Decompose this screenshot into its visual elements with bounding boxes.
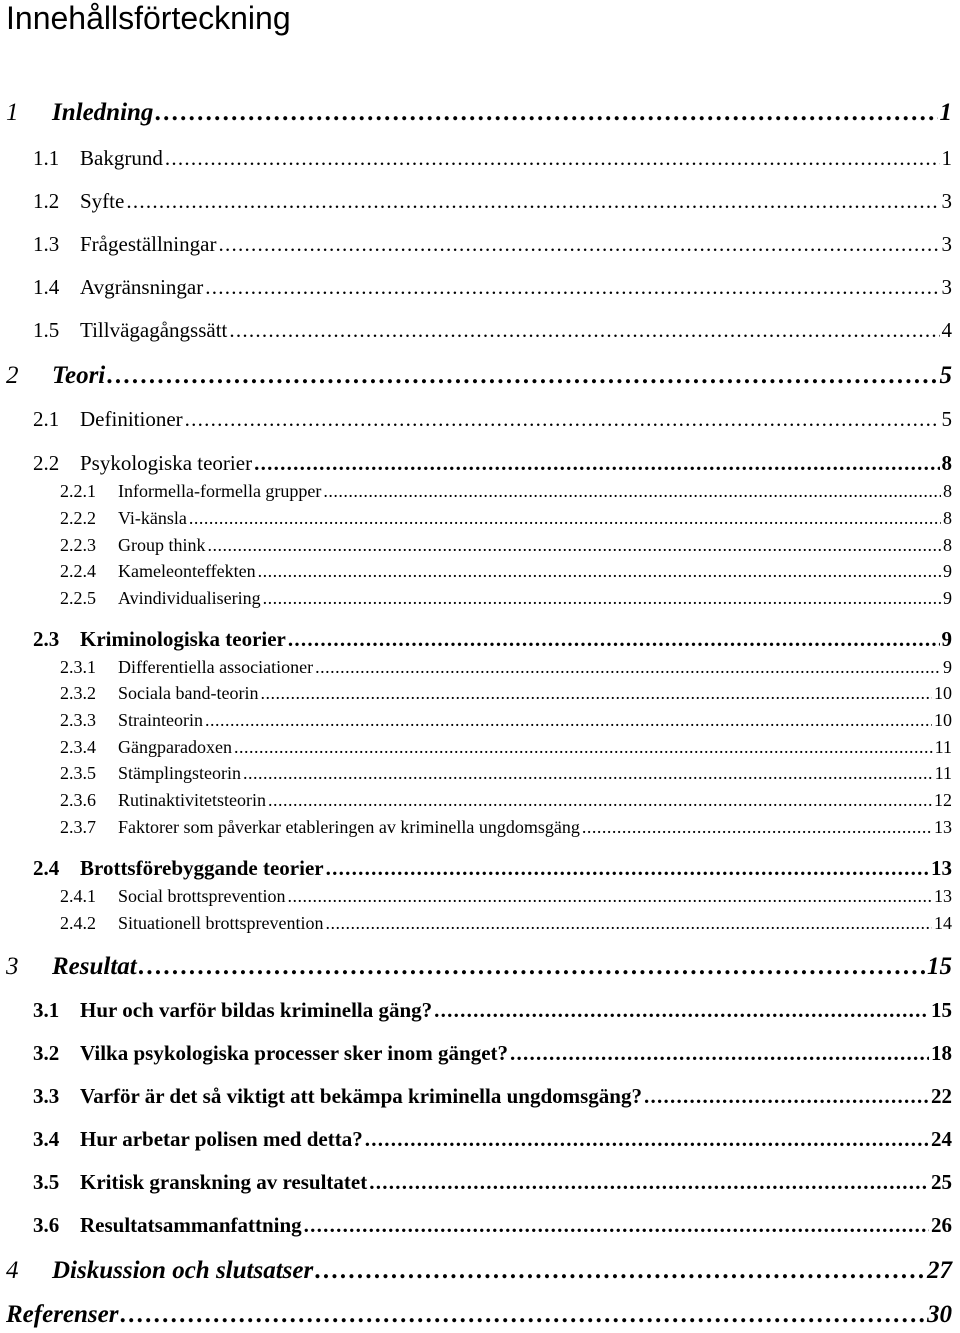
toc-entry-page: 25 xyxy=(931,1170,952,1194)
toc-entry-title: Kriminologiska teorier xyxy=(80,627,286,651)
toc-entry-1[interactable] xyxy=(0,99,952,127)
toc-entry-number: 2.3.2 xyxy=(60,683,96,703)
toc-entry-title: Tillvägagångssätt xyxy=(80,318,228,342)
toc-entry-page: 14 xyxy=(934,913,952,933)
toc-entry-number: 2.2.1 xyxy=(60,481,96,501)
toc-entry-number: 3.4 xyxy=(33,1127,60,1151)
toc-dot-leader xyxy=(582,817,932,838)
toc-entry-2-3-5[interactable] xyxy=(0,763,952,784)
toc-dot-leader xyxy=(644,1084,929,1109)
toc-entry-number: 2.2.3 xyxy=(60,535,96,555)
toc-entry-page: 8 xyxy=(943,535,952,555)
toc-entry-1-5[interactable] xyxy=(0,318,952,343)
toc-dot-leader xyxy=(263,588,941,609)
toc-entry-page: 9 xyxy=(943,561,952,581)
toc-dot-leader xyxy=(258,561,941,582)
toc-entry-number: 2.3.6 xyxy=(60,790,96,810)
toc-entry-page: 9 xyxy=(943,588,952,608)
toc-entry-page: 1 xyxy=(941,146,952,170)
toc-dot-leader xyxy=(325,913,932,934)
toc-entry-title: Group think xyxy=(118,535,206,555)
toc-entry-number: 2.3.5 xyxy=(60,763,96,783)
toc-entry-number: 1.5 xyxy=(33,318,60,342)
toc-entry-2-3-1[interactable] xyxy=(0,657,952,678)
toc-entry-3-1[interactable] xyxy=(0,998,952,1023)
toc-entry-number: 1.1 xyxy=(33,146,60,170)
toc-entry-2-2-2[interactable] xyxy=(0,508,952,529)
toc-entry-title: Resultatsammanfattning xyxy=(80,1213,302,1237)
toc-dot-leader xyxy=(254,451,939,476)
toc-dot-leader xyxy=(288,627,940,652)
toc-entry-title: Faktorer som påverkar etableringen av kriminella ungdomsgäng xyxy=(118,817,580,837)
toc-entry-title: Referenser xyxy=(6,1301,119,1328)
toc-entry-3[interactable] xyxy=(0,953,952,981)
toc-entry-number: 3.1 xyxy=(33,998,60,1022)
toc-entry-page: 3 xyxy=(941,275,952,299)
toc-entry-number: 2.4.1 xyxy=(60,886,96,906)
toc-dot-leader xyxy=(205,275,939,300)
toc-entry-2-3-7[interactable] xyxy=(0,817,952,838)
toc-entry-title: Teori xyxy=(52,362,106,389)
toc-entry-title: Vilka psykologiska processer sker inom gänget? xyxy=(80,1041,509,1065)
toc-dot-leader xyxy=(260,683,932,704)
toc-entry-number: 1.3 xyxy=(33,232,60,256)
toc-entry-number: 3.3 xyxy=(33,1084,60,1108)
toc-entry-number: 1.4 xyxy=(33,275,60,299)
toc-entry-1-1[interactable] xyxy=(0,146,952,171)
toc-dot-leader xyxy=(189,508,941,529)
toc-dot-leader xyxy=(126,189,939,214)
toc-entry-number: 2.4 xyxy=(33,856,60,880)
toc-entry-page: 8 xyxy=(941,451,952,475)
toc-entry-page: 24 xyxy=(931,1127,952,1151)
toc-heading: Innehållsförteckning xyxy=(6,0,291,36)
toc-entry-2-3-2[interactable] xyxy=(0,683,952,704)
toc-entry-1-3[interactable] xyxy=(0,232,952,257)
toc-entry-number: 3.6 xyxy=(33,1213,60,1237)
toc-dot-leader xyxy=(234,737,933,758)
toc-entry-2-4-2[interactable] xyxy=(0,913,952,934)
toc-entry-number: 1.2 xyxy=(33,189,60,213)
toc-entry-title: Stämplingsteorin xyxy=(118,763,241,783)
toc-entry-2-3-4[interactable] xyxy=(0,737,952,758)
toc-entry-page: 5 xyxy=(941,407,952,431)
toc-entry-title: Brottsförebyggande teorier xyxy=(80,856,324,880)
toc-entry-title: Avindividualisering xyxy=(118,588,261,608)
toc-dot-leader xyxy=(208,535,942,556)
toc-entry-title: Resultat xyxy=(52,953,137,980)
toc-dot-leader xyxy=(326,856,929,881)
toc-dot-leader xyxy=(315,657,941,678)
toc-dot-leader xyxy=(229,318,939,343)
toc-entry-number: 2.3 xyxy=(33,627,60,651)
toc-dot-leader xyxy=(369,1170,929,1195)
toc-entry-2-1[interactable] xyxy=(0,407,952,432)
toc-entry-number: 3.2 xyxy=(33,1041,60,1065)
toc-entry-4[interactable] xyxy=(0,1257,952,1285)
toc-entry-page: 13 xyxy=(934,817,952,837)
toc-entry-title: Differentiella associationer xyxy=(118,657,314,677)
toc-entry-title: Hur och varför bildas kriminella gäng? xyxy=(80,998,433,1022)
toc-entry-page: 11 xyxy=(934,763,952,783)
toc-entry-2-2[interactable] xyxy=(0,451,952,476)
toc-entry-3-6[interactable] xyxy=(0,1213,952,1238)
toc-entry-2-2-4[interactable] xyxy=(0,561,952,582)
toc-entry-page: 9 xyxy=(941,627,952,651)
toc-entry-title: Kameleonteffekten xyxy=(118,561,256,581)
toc-entry-number: 2.2.4 xyxy=(60,561,96,581)
toc-entry-page: 4 xyxy=(941,318,952,342)
toc-entry-page: 1 xyxy=(939,99,952,126)
toc-entry-page: 3 xyxy=(941,232,952,256)
toc-entry-number: 2.4.2 xyxy=(60,913,96,933)
toc-entry-title: Diskussion och slutsatser xyxy=(52,1257,314,1284)
toc-dot-leader xyxy=(218,232,939,257)
toc-entry-title: Situationell brottsprevention xyxy=(118,913,324,933)
toc-entry-3-5[interactable] xyxy=(0,1170,952,1195)
toc-dot-leader xyxy=(155,99,937,127)
toc-entry-number: 2.3.4 xyxy=(60,737,96,757)
toc-entry-number: 2.3.3 xyxy=(60,710,96,730)
toc-entry-number: 2.3.7 xyxy=(60,817,96,837)
toc-entry-title: Bakgrund xyxy=(80,146,163,170)
toc-entry-title: Hur arbetar polisen med detta? xyxy=(80,1127,363,1151)
toc-entry-page: 10 xyxy=(934,683,952,703)
toc-entry-number: 2.2.2 xyxy=(60,508,96,528)
toc-entry-page: 9 xyxy=(943,657,952,677)
toc-entry-title: Psykologiska teorier xyxy=(80,451,253,475)
toc-entry-page: 5 xyxy=(939,362,952,389)
toc-dot-leader xyxy=(287,886,932,907)
toc-entry-number: 2 xyxy=(6,362,19,389)
toc-dot-leader xyxy=(120,1301,925,1329)
toc-dot-leader xyxy=(323,481,941,502)
toc-entry-2-4[interactable] xyxy=(0,856,952,881)
toc-entry-number: 1 xyxy=(6,99,19,126)
toc-entry-title: Syfte xyxy=(80,189,125,213)
toc-entry-2-3-3[interactable] xyxy=(0,710,952,731)
toc-dot-leader xyxy=(139,953,925,981)
toc-entry-1-4[interactable] xyxy=(0,275,952,300)
toc-dot-leader xyxy=(205,710,932,731)
toc-entry-page: 8 xyxy=(943,481,952,501)
toc-entry-page: 15 xyxy=(931,998,952,1022)
toc-entry-title: Frågeställningar xyxy=(80,232,217,256)
toc-entry-page: 12 xyxy=(934,790,952,810)
toc-dot-leader xyxy=(510,1041,929,1066)
toc-entry-page: 26 xyxy=(931,1213,952,1237)
toc-entry-page: 30 xyxy=(927,1301,952,1328)
toc-entry-page: 8 xyxy=(943,508,952,528)
toc-entry-2-2-5[interactable] xyxy=(0,588,952,609)
toc-entry-page: 15 xyxy=(927,953,952,980)
toc-dot-leader xyxy=(434,998,929,1023)
toc-entry-2-3[interactable] xyxy=(0,627,952,652)
toc-entry-3-3[interactable] xyxy=(0,1084,952,1109)
toc-entry-title: Social brottsprevention xyxy=(118,886,286,906)
toc-dot-leader xyxy=(304,1213,929,1238)
toc-entry-number: 3.5 xyxy=(33,1170,60,1194)
toc-entry-title: Informella-formella grupper xyxy=(118,481,322,501)
toc-entry-number: 2.2 xyxy=(33,451,60,475)
toc-entry-title: Vi-känsla xyxy=(118,508,187,528)
toc-entry-page: 18 xyxy=(931,1041,952,1065)
toc-entry-title: Kritisk granskning av resultatet xyxy=(80,1170,368,1194)
toc-entry-2-2-3[interactable] xyxy=(0,535,952,556)
toc-dot-leader xyxy=(315,1257,925,1285)
toc-entry-number: 3 xyxy=(6,953,19,980)
toc-entry-1-2[interactable] xyxy=(0,189,952,214)
toc-dot-leader xyxy=(365,1127,929,1152)
toc-entry-number: 2.2.5 xyxy=(60,588,96,608)
toc-entry-title: Inledning xyxy=(52,99,154,126)
toc-entry-3-4[interactable] xyxy=(0,1127,952,1152)
toc-entry-2[interactable] xyxy=(0,362,952,390)
toc-entry-number: 2.3.1 xyxy=(60,657,96,677)
toc-entry-title: Strainteorin xyxy=(118,710,203,730)
toc-dot-leader xyxy=(243,763,933,784)
toc-entry-number: 4 xyxy=(6,1257,19,1284)
toc-entry-page: 3 xyxy=(941,189,952,213)
toc-dot-leader xyxy=(107,362,937,390)
toc-entry-page: 13 xyxy=(934,886,952,906)
toc-entry-page: 10 xyxy=(934,710,952,730)
toc-entry-2-4-1[interactable] xyxy=(0,886,952,907)
toc-entry-referenser[interactable] xyxy=(0,1301,952,1329)
toc-entry-title: Rutinaktivitetsteorin xyxy=(118,790,266,810)
toc-entry-page: 27 xyxy=(927,1257,952,1284)
toc-entry-title: Sociala band-teorin xyxy=(118,683,259,703)
toc-entry-page: 22 xyxy=(931,1084,952,1108)
toc-dot-leader xyxy=(185,407,940,432)
toc-entry-title: Definitioner xyxy=(80,407,183,431)
toc-entry-title: Gängparadoxen xyxy=(118,737,232,757)
toc-dot-leader xyxy=(268,790,932,811)
toc-entry-title: Avgränsningar xyxy=(80,275,204,299)
toc-entry-title: Varför är det så viktigt att bekämpa kriminella ungdomsgäng? xyxy=(80,1084,642,1108)
toc-entry-page: 13 xyxy=(931,856,952,880)
toc-entry-number: 2.1 xyxy=(33,407,60,431)
toc-entry-page: 11 xyxy=(934,737,952,757)
toc-entry-2-2-1[interactable] xyxy=(0,481,952,502)
toc-dot-leader xyxy=(165,146,940,171)
toc-entry-2-3-6[interactable] xyxy=(0,790,952,811)
toc-entry-3-2[interactable] xyxy=(0,1041,952,1066)
